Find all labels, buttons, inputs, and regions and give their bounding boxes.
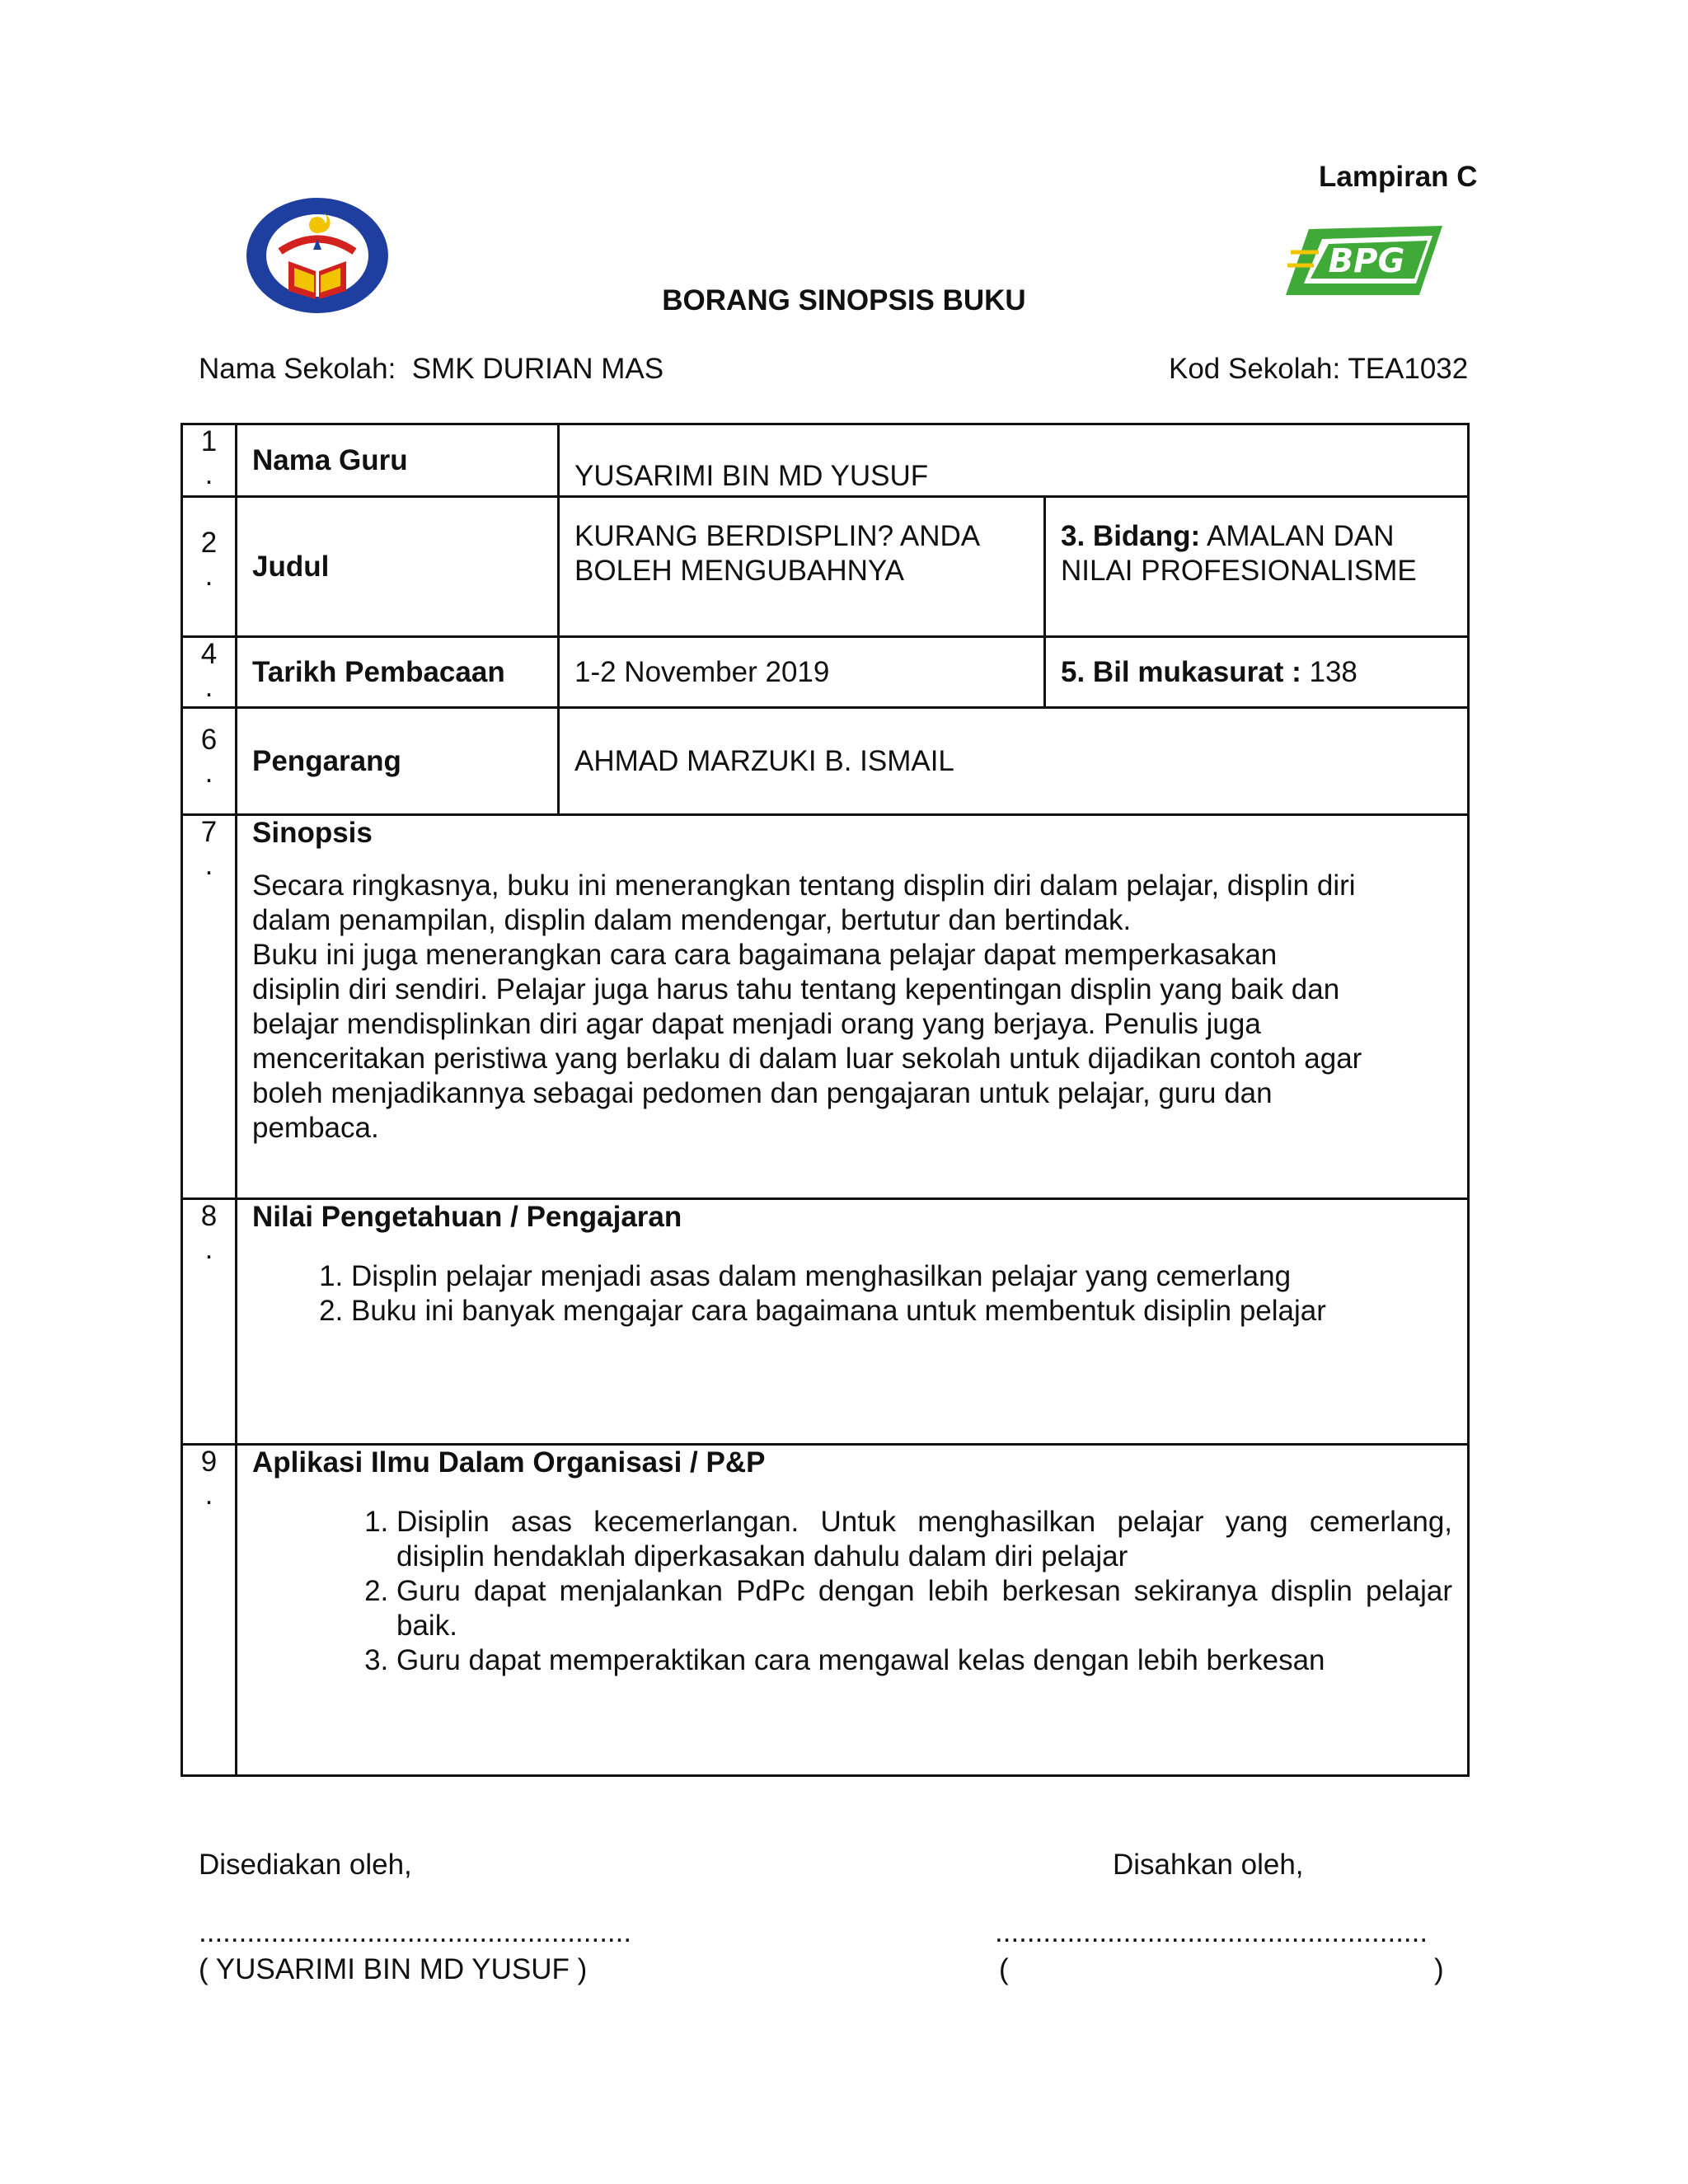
knowledge-cell: [237, 1199, 1469, 1445]
book-title-value: [559, 497, 1045, 637]
synopsis-line: boleh menjadikannya sebagai pedomen dan pengajaran untuk pelajar, guru dan: [252, 1077, 1273, 1109]
school-name-line: [199, 353, 663, 386]
book-title-line: KURANG BERDISPLIN? ANDA: [574, 520, 981, 552]
school-code-line: [1169, 353, 1468, 386]
row-number: 9 .: [182, 1445, 237, 1776]
author-value: AHMAD MARZUKI B. ISMAIL: [559, 708, 1469, 815]
list-item: 1. Displin pelajar menjadi asas dalam menghasilkan pelajar yang cemerlang: [351, 1259, 1452, 1294]
approved-by-label: Disahkan oleh,: [1113, 1849, 1304, 1881]
row-number: 8 .: [182, 1199, 237, 1445]
page-count-value: 138: [1309, 655, 1357, 688]
synopsis-line: Buku ini juga menerangkan cara cara bagaimana pelajar dapat memperkasakan: [252, 939, 1278, 971]
list-item: 2. Guru dapat menjalankan PdPc dengan lebih berkesan sekiranya displin pelajar baik.: [396, 1574, 1452, 1643]
synopsis-heading: Sinopsis: [252, 817, 373, 849]
title-label: Judul: [237, 497, 559, 637]
application-heading: Aplikasi Ilmu Dalam Organisasi / P&P: [252, 1446, 766, 1479]
list-item: 1. Disiplin asas kecemerlangan. Untuk menghasilkan pelajar yang cemerlang, disiplin hendaklah diperkasakan dahulu dalam diri pelajar: [396, 1505, 1452, 1574]
synopsis-line: pembaca.: [252, 1112, 379, 1144]
page-count-cell: [1045, 637, 1469, 708]
table-row: [182, 1445, 1469, 1776]
school-name-label: Nama Sekolah:: [199, 353, 396, 385]
list-item: 2. Buku ini banyak mengajar cara bagaimana untuk membentuk disiplin pelajar: [351, 1294, 1452, 1329]
reading-date-label: Tarikh Pembacaan: [237, 637, 559, 708]
school-code-value: TEA1032: [1348, 353, 1469, 385]
knowledge-heading: Nilai Pengetahuan / Pengajaran: [252, 1201, 682, 1233]
synopsis-line: Secara ringkasnya, buku ini menerangkan tentang displin diri dalam pelajar, displin diri: [252, 869, 1356, 902]
synopsis-line: menceritakan peristiwa yang berlaku di dalam luar sekolah untuk dijadikan contoh agar: [252, 1043, 1362, 1075]
teacher-name-value: YUSARIMI BIN MD YUSUF: [559, 424, 1469, 497]
synopsis-text: [252, 869, 1452, 1146]
school-name-value: SMK DURIAN MAS: [411, 353, 664, 385]
school-code-label: Kod Sekolah:: [1169, 353, 1341, 385]
table-row: [182, 1199, 1469, 1445]
row-number: 1 .: [182, 424, 237, 497]
synopsis-form-table: [181, 423, 1470, 1777]
prepared-by-name: ( YUSARIMI BIN MD YUSUF ): [199, 1953, 588, 1985]
form-title: BORANG SINOPSIS BUKU: [662, 284, 1026, 316]
synopsis-line: dalam penampilan, displin dalam mendengar, bertutur dan bertindak.: [252, 904, 1132, 936]
table-row: [182, 708, 1469, 815]
row-number: 7 .: [182, 815, 237, 1199]
row-number: 2 .: [182, 497, 237, 637]
synopsis-line: disiplin diri sendiri. Pelajar juga harus tahu tentang kepentingan displin yang baik dan: [252, 973, 1340, 1005]
approved-name-open: (: [999, 1953, 1009, 1985]
synopsis-cell: [237, 815, 1469, 1199]
table-row: [182, 497, 1469, 637]
book-title-line: BOLEH MENGUBAHNYA: [574, 555, 904, 587]
field-cell: [1045, 497, 1469, 637]
teacher-name-label: Nama Guru: [237, 424, 559, 497]
table-row: [182, 424, 1469, 497]
bpg-logo-text: BPG: [1328, 242, 1405, 280]
row-number: 4 .: [182, 637, 237, 708]
signature-line-right: ......................................................: [995, 1916, 1428, 1948]
application-list: [252, 1505, 1452, 1678]
field-value: AMALAN DAN: [1206, 520, 1395, 552]
table-row: [182, 815, 1469, 1199]
list-item: 3. Guru dapat memperaktikan cara mengawal kelas dengan lebih berkesan: [396, 1643, 1452, 1678]
knowledge-list: [252, 1259, 1452, 1329]
application-cell: [237, 1445, 1469, 1776]
lampiran-label: Lampiran C: [1319, 161, 1478, 193]
field-value: NILAI PROFESIONALISME: [1061, 555, 1417, 587]
field-label: 3. Bidang:: [1061, 520, 1201, 552]
signature-line-left: ......................................................: [199, 1916, 632, 1948]
synopsis-line: belajar mendisplinkan diri agar dapat menjadi orang yang berjaya. Penulis juga: [252, 1008, 1261, 1040]
prepared-by-label: Disediakan oleh,: [199, 1849, 412, 1881]
approved-name-close: ): [1434, 1953, 1444, 1985]
author-label: Pengarang: [237, 708, 559, 815]
page-count-label: 5. Bil mukasurat :: [1061, 655, 1301, 688]
table-row: [182, 637, 1469, 708]
reading-date-value: 1-2 November 2019: [559, 637, 1045, 708]
row-number: 6 .: [182, 708, 237, 815]
